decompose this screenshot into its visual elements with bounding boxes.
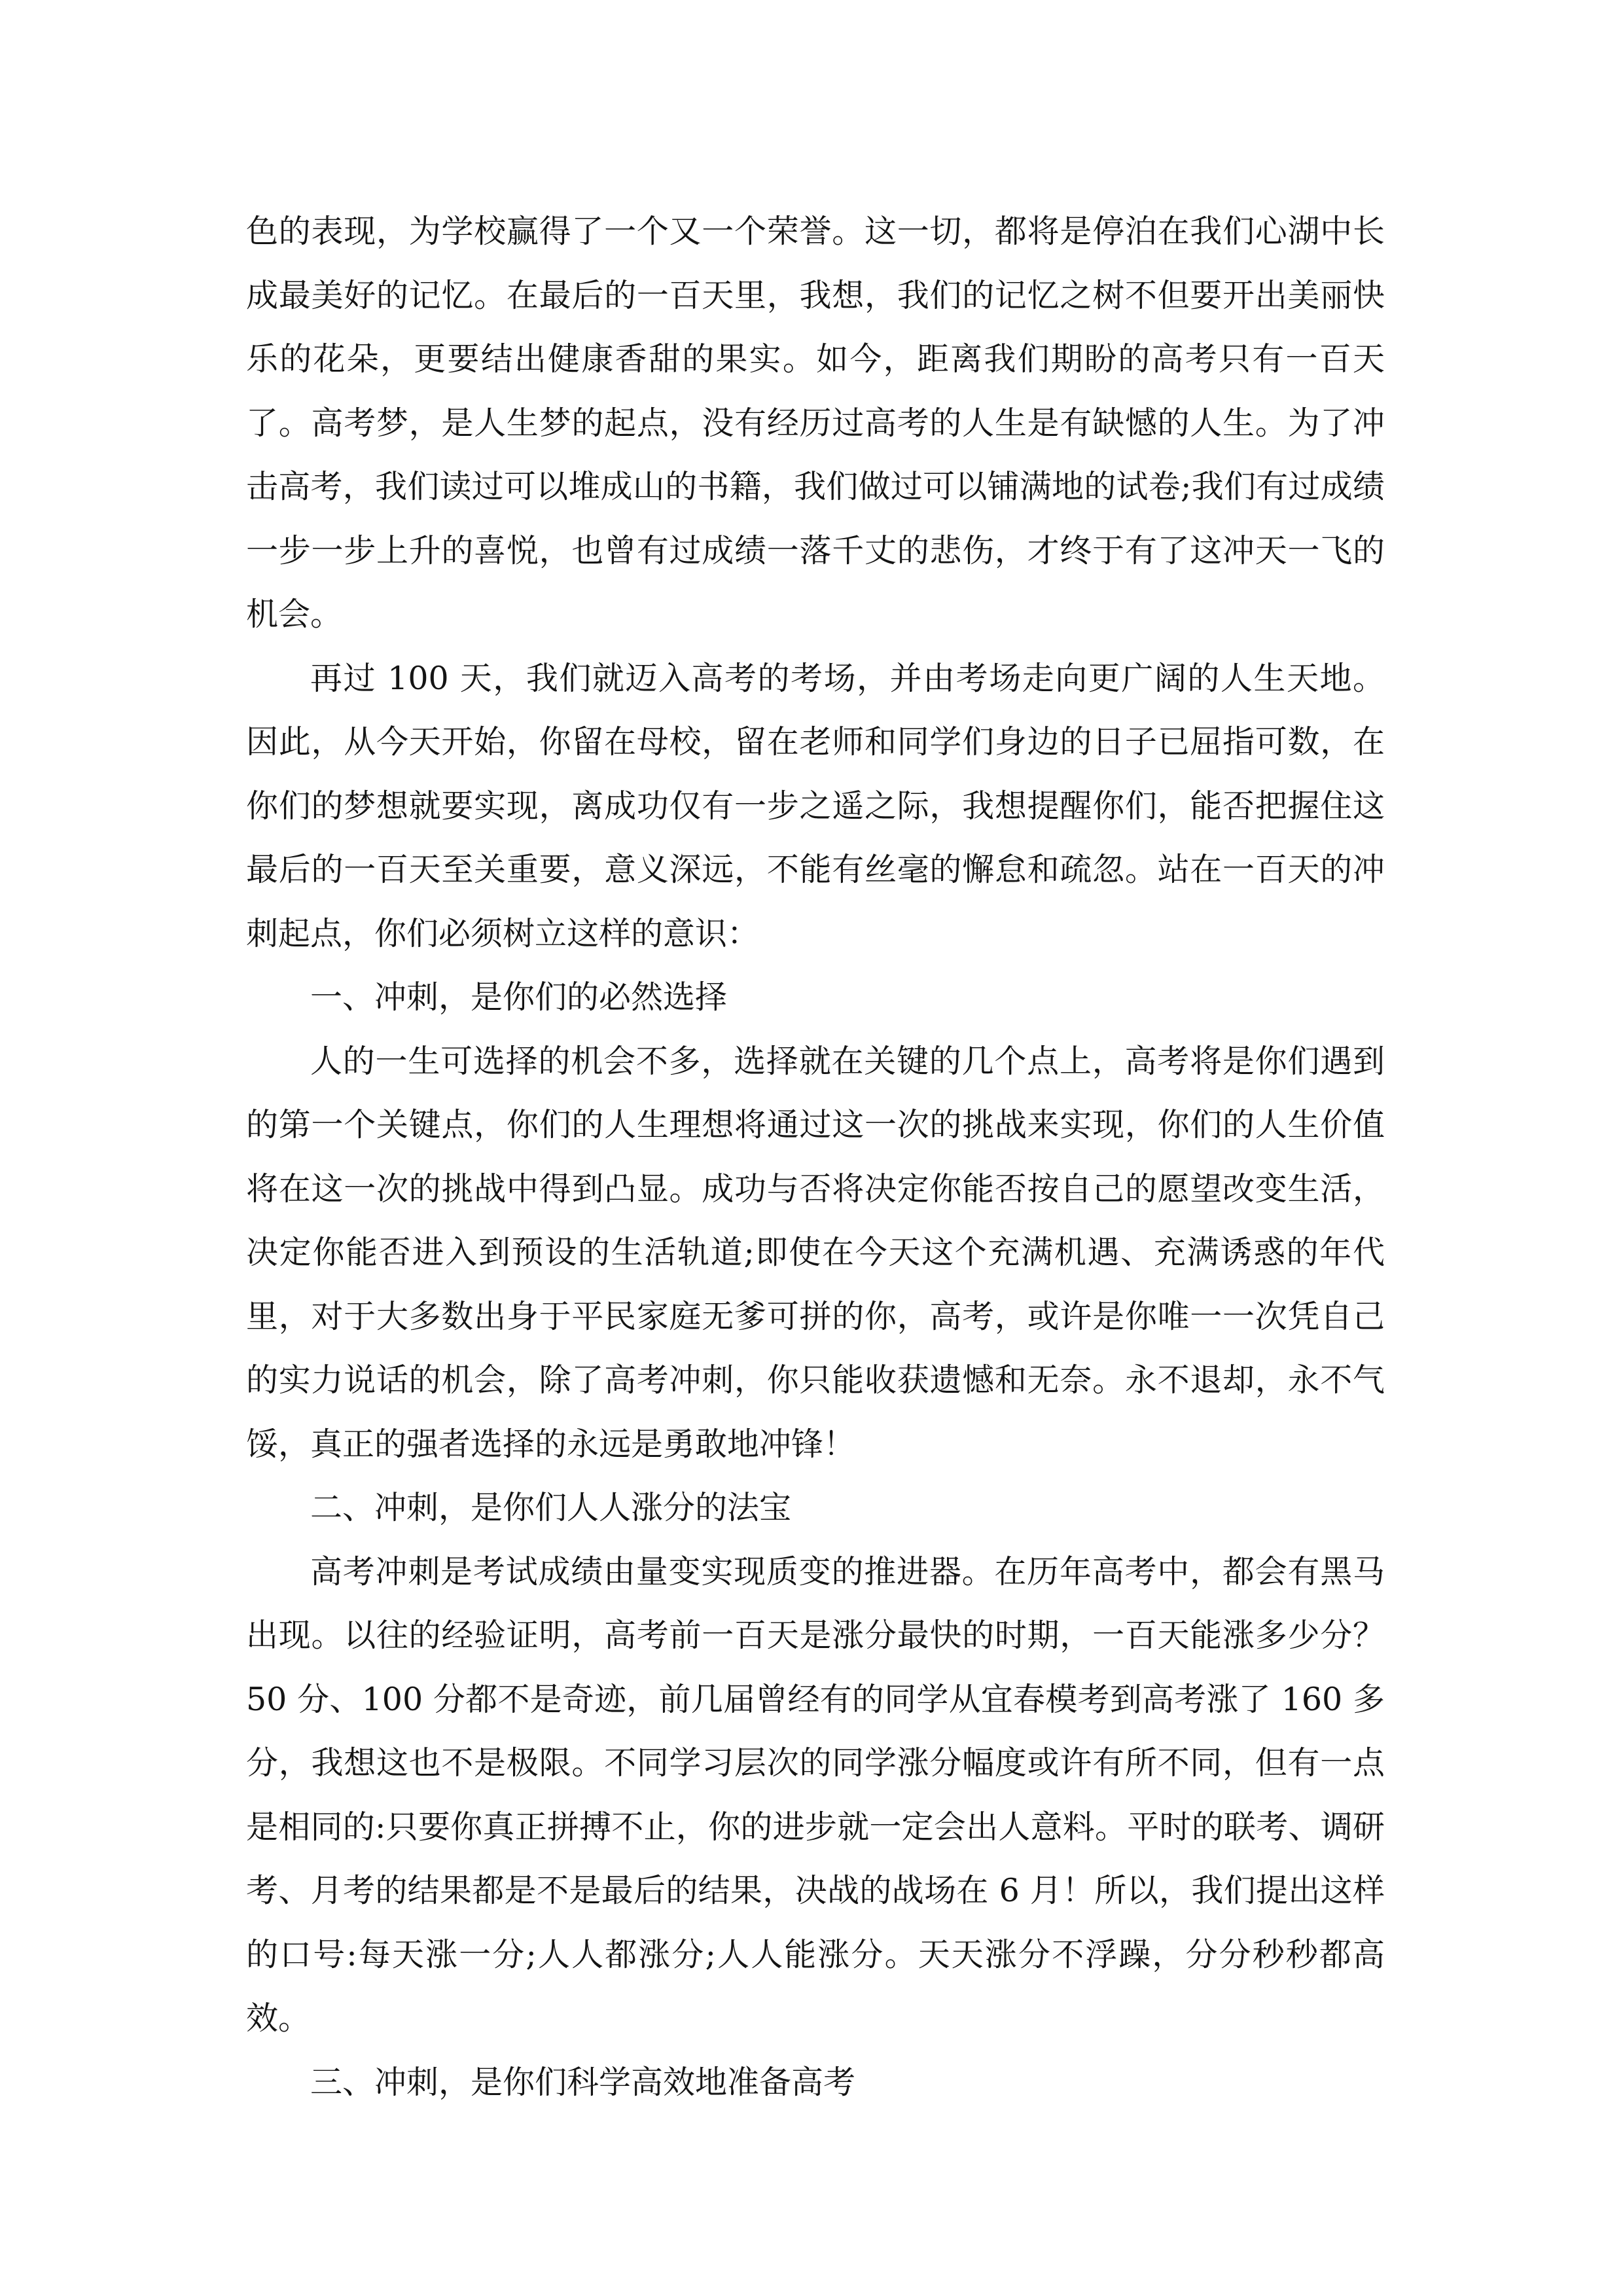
document-body <box>246 200 1385 2114</box>
paragraph-continuation: 色的表现，为学校赢得了一个又一个荣誉。这一切，都将是停泊在我们心湖中长成最美好的记忆。在最后的一百天里，我想，我们的记忆之树不但要开出美丽快乐的花朵，更要结出健康香甜的果实。如今，距离我们期盼的高考只有一百天了。高考梦，是人生梦的起点，没有经历过高考的人生是有缺憾的人生。为了冲击高考，我们读过可以堆成山的书籍，我们做过可以铺满地的试卷;我们有过成绩一步一步上升的喜悦，也曾有过成绩一落千丈的悲伤，才终于有了这冲天一飞的机会。 <box>246 213 1385 633</box>
paragraph-section-2: 高考冲刺是考试成绩由量变实现质变的推进器。在历年高考中，都会有黑马出现。以往的经验证明，高考前一百天是涨分最快的时期，一百天能涨多少分？50 分、100 分都不是奇迹，前几届曾经有的同学从宜春模考到高考涨了 160 多分，我想这也不是极限。不同学习层次的同学涨分幅度或许有所不同，但有一点是相同的:只要你真正拼搏不止，你的进步就一定会出人意料。平时的联考、调研考、月考的结果都是不是最后的结果，决战的战场在 6 月！所以，我们提出这样的口号:每天涨一分;人人都涨分;人人能涨分。天天涨分不浮躁，分分秒秒都高效。 <box>246 1552 1385 2037</box>
paragraph-intro: 再过 100 天，我们就迈入高考的考场，并由考场走向更广阔的人生天地。因此，从今天开始，你留在母校，留在老师和同学们身边的日子已屈指可数，在你们的梦想就要实现，离成功仅有一步之遥之际，我想提醒你们，能否把握住这最后的一百天至关重要，意义深远，不能有丝毫的懈怠和疏忽。站在一百天的冲刺起点，你们必须树立这样的意识： <box>246 659 1385 952</box>
section-heading-1: 一、冲刺，是你们的必然选择 <box>310 978 728 1016</box>
section-heading-2: 二、冲刺，是你们人人涨分的法宝 <box>310 1489 792 1526</box>
paragraph-section-1: 人的一生可选择的机会不多，选择就在关键的几个点上，高考将是你们遇到的第一个关键点，你们的人生理想将通过这一次的挑战来实现，你们的人生价值将在这一次的挑战中得到凸显。成功与否将决定你能否按自己的愿望改变生活，决定你能否进入到预设的生活轨道;即使在今天这个充满机遇、充满诱惑的年代里，对于大多数出身于平民家庭无爹可拼的你，高考，或许是你唯一一次凭自己的实力说话的机会，除了高考冲刺，你只能收获遗憾和无奈。永不退却，永不气馁，真正的强者选择的永远是勇敢地冲锋！ <box>246 1042 1385 1463</box>
section-heading-3: 三、冲刺，是你们科学高效地准备高考 <box>310 2063 856 2101</box>
